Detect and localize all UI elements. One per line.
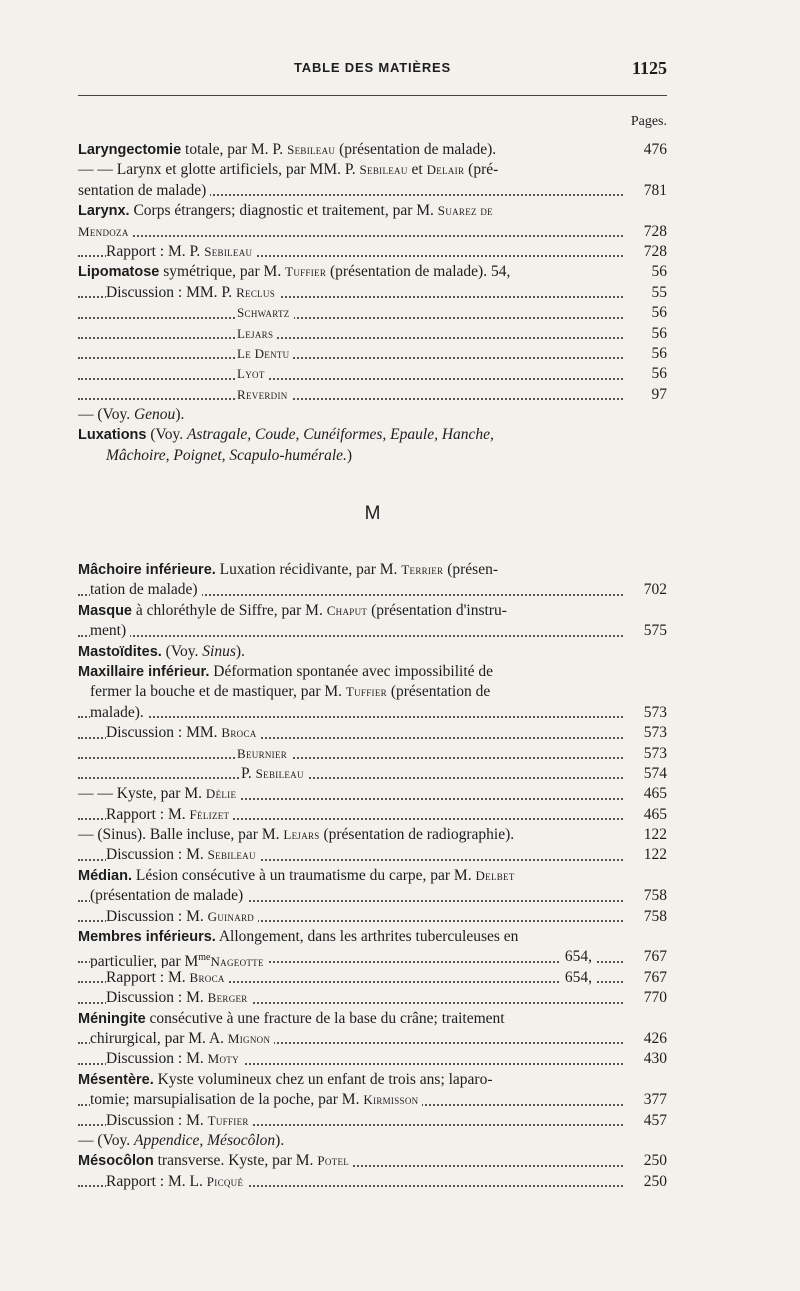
entry-text	[78, 826, 518, 843]
page-ref: 573	[640, 703, 667, 723]
entry-reference: Mâchoire, Poignet, Scapulo-humérale.	[106, 446, 347, 464]
toc-line	[78, 744, 667, 764]
page-ref: 122	[640, 825, 667, 845]
entry-text	[78, 1152, 353, 1169]
entry-segment: tation de malade)	[90, 581, 198, 599]
dot-leader	[78, 317, 623, 319]
toc-line	[78, 1029, 667, 1049]
entry-segment: à chloréthyle de Siffre, par M.	[132, 601, 327, 619]
entry-segment: tomie; marsupialisation de la poche, par M.	[90, 1091, 364, 1109]
entry-text	[78, 1010, 509, 1027]
header-rule	[78, 95, 667, 96]
toc-line	[78, 662, 667, 682]
toc-line	[78, 405, 667, 425]
page-ref: 56	[648, 344, 668, 364]
entry-segment: Rapport : M.	[106, 805, 190, 823]
page-ref: 702	[640, 580, 667, 600]
toc-line	[78, 283, 667, 303]
toc-line	[78, 446, 667, 466]
entry-text	[90, 622, 130, 639]
toc-line	[78, 927, 667, 947]
toc-line	[78, 222, 667, 242]
entry-segment: Discussion : M.	[106, 846, 208, 864]
page-ref: 573	[640, 723, 667, 743]
toc-line	[78, 703, 667, 723]
entry-segment: (présentation de	[386, 683, 491, 701]
entry-segment: Allongement, dans les arthrites tuberculeuses en	[215, 928, 519, 946]
author-name: Reverdin	[237, 386, 288, 402]
entry-text	[78, 643, 249, 660]
author-name: Reclus	[236, 284, 276, 300]
toc-line	[78, 580, 667, 600]
entry-segment: (pré-	[464, 161, 499, 179]
author-name: Tuffier	[207, 1112, 249, 1128]
page-ref: 575	[640, 621, 667, 641]
page-ref: 56	[648, 364, 668, 384]
page-ref: 56	[648, 324, 668, 344]
toc-line	[78, 344, 667, 364]
entry-text	[90, 887, 247, 904]
entry-heading: Membres inférieurs.	[78, 929, 216, 946]
entry-segment: (Voy.	[146, 426, 187, 444]
toc-line	[78, 364, 667, 384]
entry-text	[106, 846, 260, 863]
page-ref: 250	[640, 1172, 667, 1192]
author-name: Delair	[426, 162, 465, 178]
toc-line	[78, 560, 667, 580]
toc-line	[78, 242, 667, 262]
author-name: Berger	[207, 990, 248, 1006]
entry-reference: Genou	[133, 406, 176, 424]
entry-heading: Méningite	[78, 1010, 146, 1027]
toc-line	[78, 784, 667, 804]
entry-segment: Discussion : M.	[106, 1111, 208, 1129]
entry-text	[237, 386, 292, 403]
entry-text	[78, 202, 497, 219]
entry-text	[106, 284, 279, 301]
author-name: Lyot	[237, 366, 265, 382]
toc-line	[78, 845, 667, 865]
entry-segment: Discussion : MM.	[106, 724, 222, 742]
entry-text	[106, 989, 252, 1006]
author-name: Tuffier	[285, 264, 327, 280]
toc-line	[78, 907, 667, 927]
author-name: Sebileau	[204, 243, 253, 259]
page-ref: 728	[640, 222, 667, 242]
entry-reference: Astragale, Coude, Cunéiformes, Epaule, Hanche,	[186, 426, 494, 444]
entry-text	[106, 806, 233, 823]
page-ref: 758	[640, 907, 667, 927]
entry-segment: — (Sinus). Balle incluse, par M.	[78, 826, 284, 844]
page-ref: 465	[640, 805, 667, 825]
entry-text	[78, 867, 519, 884]
entry-text	[237, 345, 293, 362]
entry-text	[78, 928, 522, 945]
entry-segment: ).	[235, 642, 245, 660]
author-name: Broca	[221, 725, 257, 741]
toc-line	[78, 968, 667, 988]
toc-line	[78, 764, 667, 784]
entry-segment: Discussion : MM. P.	[106, 283, 237, 301]
pages-column-label: Pages.	[630, 114, 667, 129]
page-ref: 781	[640, 181, 667, 201]
author-name: Mendoza	[78, 223, 129, 239]
entry-text	[90, 704, 148, 721]
page-header	[78, 58, 667, 82]
entry-segment: (présentation de malade)	[90, 887, 244, 905]
author-name: Félizet	[189, 806, 230, 822]
entry-text	[106, 908, 258, 925]
author-name: Schwartz	[237, 305, 290, 321]
entry-text	[90, 683, 494, 700]
author-name: Guinard	[207, 908, 255, 924]
entry-text	[78, 182, 210, 199]
entry-heading: Mâchoire inférieure.	[78, 562, 216, 578]
toc-line	[78, 425, 667, 445]
toc-line	[78, 988, 667, 1008]
page-ref: 767	[640, 968, 667, 988]
entry-heading: Mésocôlon	[78, 1153, 154, 1170]
entry-segment: malade).	[90, 703, 144, 721]
toc-line	[78, 682, 667, 702]
page-ref: 654,	[561, 968, 595, 988]
page-ref: 426	[640, 1029, 667, 1049]
toc-block-m	[78, 560, 667, 1192]
dot-leader	[78, 378, 623, 380]
author-name: Le Dentu	[237, 345, 290, 361]
entry-segment: (présentation d'instru-	[367, 601, 507, 619]
toc-line	[78, 825, 667, 845]
entry-segment: fermer la bouche et de mastiquer, par M.	[90, 683, 346, 701]
author-name: Lejars	[237, 325, 274, 341]
author-name: Tuffier	[345, 684, 387, 700]
page-ref: 654,	[561, 947, 595, 967]
dot-leader	[78, 357, 623, 359]
toc-line	[78, 1009, 667, 1029]
entry-text	[106, 243, 256, 260]
dot-leader	[78, 398, 623, 400]
entry-text	[78, 1071, 497, 1088]
entry-text	[78, 1132, 288, 1149]
page-ref: 728	[640, 242, 667, 262]
page-ref: 56	[648, 262, 668, 282]
entry-segment: particulier, par M	[90, 952, 199, 968]
entry-text	[78, 426, 498, 443]
entry-segment: symétrique, par M.	[159, 263, 286, 281]
author-name: Kirmisson	[363, 1092, 419, 1108]
entry-segment: Rapport : M. P.	[106, 242, 205, 260]
page-ref: 377	[640, 1090, 667, 1110]
toc-line	[78, 866, 667, 886]
entry-text	[90, 1091, 422, 1108]
entry-segment: (présentation de malade).	[335, 141, 497, 158]
author-name: Mignon	[227, 1030, 271, 1046]
page-ref: 574	[640, 764, 667, 784]
dot-leader	[78, 716, 623, 718]
author-name: Sebileau	[287, 142, 336, 157]
entry-text	[237, 745, 291, 762]
entry-text	[106, 447, 356, 464]
toc-line	[78, 621, 667, 641]
author-name: Sebileau	[359, 162, 408, 178]
page-number: 1125	[631, 58, 667, 78]
entry-heading: Luxations	[78, 427, 147, 444]
entry-segment: Corps étrangers; diagnostic et traitement, par M.	[129, 202, 438, 220]
dot-leader	[78, 235, 623, 237]
page-ref: 97	[648, 385, 668, 405]
entry-segment: ).	[175, 406, 185, 424]
entry-segment: Lésion consécutive à un traumatisme du carpe, par M.	[131, 866, 476, 884]
toc-line	[78, 1090, 667, 1110]
entry-text	[106, 1173, 247, 1190]
author-name: Potel	[317, 1153, 350, 1169]
toc-line	[78, 601, 667, 621]
toc-line	[78, 181, 667, 201]
entry-reference: Appendice, Mésocôlon	[133, 1131, 276, 1149]
entry-segment: (Voy.	[161, 642, 203, 660]
entry-text	[78, 161, 502, 178]
author-name: Délie	[205, 786, 237, 802]
author-name: Delbet	[475, 867, 515, 883]
page-ref: 250	[640, 1151, 667, 1171]
entry-segment: ).	[275, 1131, 285, 1149]
page-ref: 430	[640, 1049, 667, 1069]
page-ref: 476	[640, 140, 667, 160]
toc-line	[78, 1070, 667, 1090]
entry-text	[237, 325, 277, 342]
toc-line	[78, 723, 667, 743]
dot-leader	[78, 777, 623, 779]
entry-segment: Rapport : M. L.	[106, 1172, 207, 1190]
author-name: Beurnier	[237, 745, 288, 761]
entry-segment: (présen-	[443, 561, 499, 578]
entry-segment: (présentation de radiographie).	[319, 826, 515, 844]
entry-reference: Sinus	[202, 642, 236, 660]
toc-line	[78, 140, 667, 160]
toc-line	[78, 886, 667, 906]
page-ref: 55	[648, 283, 668, 303]
dot-leader	[78, 635, 623, 637]
page-ref: 457	[640, 1111, 667, 1131]
entry-text	[78, 223, 133, 240]
running-title: TABLE DES MATIÈRES	[294, 60, 451, 75]
author-name: Chaput	[326, 602, 368, 618]
entry-heading: Lipomatose	[78, 264, 160, 281]
entry-segment: — (Voy.	[78, 1131, 134, 1149]
entry-heading: Mésentère.	[78, 1071, 154, 1088]
entry-text	[78, 785, 240, 802]
toc-line	[78, 1172, 667, 1192]
toc-line	[78, 805, 667, 825]
entry-segment: Kyste volumineux chez un enfant de trois ans; laparo-	[153, 1070, 493, 1088]
toc-line	[78, 642, 667, 662]
entry-text	[237, 365, 269, 382]
entry-text	[90, 953, 268, 968]
entry-text	[241, 765, 308, 782]
author-name: Suarez de	[437, 203, 493, 219]
entry-heading: Mastoïdites.	[78, 643, 162, 660]
author-name: Terrier	[401, 562, 444, 577]
entry-heading: Masque	[78, 602, 132, 619]
entry-segment: Discussion : M.	[106, 1050, 208, 1068]
author-name: Sebileau	[255, 765, 304, 781]
toc-line	[78, 1111, 667, 1131]
entry-text	[78, 602, 511, 619]
author-name: Picqué	[206, 1173, 244, 1189]
page-ref: 465	[640, 784, 667, 804]
entry-text	[78, 663, 497, 680]
toc-line	[78, 1131, 667, 1151]
entry-text	[106, 724, 261, 741]
entry-segment: Déformation spontanée avec impossibilité de	[209, 662, 494, 680]
dot-leader	[78, 757, 623, 759]
entry-text	[78, 406, 188, 423]
entry-text	[106, 1112, 253, 1129]
toc-line	[78, 160, 667, 180]
entry-heading: Laryngectomie	[78, 142, 182, 158]
entry-segment: — (Voy.	[78, 406, 134, 424]
toc-line	[78, 947, 667, 967]
author-name: Broca	[189, 969, 225, 985]
author-name: Nageotte	[210, 953, 264, 968]
toc-line	[78, 385, 667, 405]
entry-segment: ment)	[90, 622, 127, 640]
toc-line	[78, 303, 667, 323]
entry-segment: )	[346, 446, 353, 464]
entry-segment: consécutive à une fracture de la base du crâne; traitement	[145, 1009, 505, 1027]
toc-block-l	[78, 140, 667, 466]
entry-heading: Maxillaire inférieur.	[78, 663, 210, 680]
author-name: Lejars	[283, 827, 320, 843]
entry-segment: totale, par M. P.	[181, 141, 288, 158]
toc-line	[78, 324, 667, 344]
entry-text	[78, 561, 502, 578]
page-ref: 758	[640, 886, 667, 906]
page-ref: 122	[640, 845, 667, 865]
page-ref: 573	[640, 744, 667, 764]
entry-segment: — — Kyste, par M.	[78, 785, 206, 803]
entry-segment: sentation de malade)	[78, 181, 207, 199]
page-ref: 770	[640, 988, 667, 1008]
entry-segment: me	[198, 951, 211, 963]
entry-text	[106, 1050, 243, 1067]
entry-segment: — — Larynx et glotte artificiels, par MM. P.	[78, 161, 360, 179]
entry-segment: Rapport : M.	[106, 968, 190, 986]
entry-segment: Discussion : M.	[106, 989, 208, 1007]
entry-text	[90, 581, 202, 598]
entry-segment: (présentation de malade). 54,	[326, 263, 511, 281]
toc-line	[78, 201, 667, 221]
entry-segment: Discussion : M.	[106, 907, 208, 925]
author-name: Sebileau	[207, 847, 256, 863]
entry-heading: Larynx.	[78, 203, 130, 220]
entry-text	[237, 304, 294, 321]
entry-segment: P.	[241, 764, 256, 782]
entry-segment: transverse. Kyste, par M.	[153, 1152, 318, 1170]
dot-leader	[78, 337, 623, 339]
entry-text	[78, 141, 500, 158]
author-name: Moty	[207, 1051, 239, 1067]
toc-line	[78, 1151, 667, 1171]
entry-text	[106, 969, 229, 986]
toc-line	[78, 262, 667, 282]
entry-text	[78, 263, 514, 280]
entry-segment: Luxation récidivante, par M.	[215, 561, 402, 578]
page-ref: 56	[648, 303, 668, 323]
toc-line	[78, 1049, 667, 1069]
page-ref: 767	[640, 947, 667, 967]
entry-segment: et	[407, 161, 427, 179]
section-letter: M	[364, 503, 381, 524]
entry-segment: chirurgical, par M. A.	[90, 1029, 228, 1047]
entry-heading: Médian.	[78, 867, 132, 884]
entry-text	[90, 1030, 274, 1047]
